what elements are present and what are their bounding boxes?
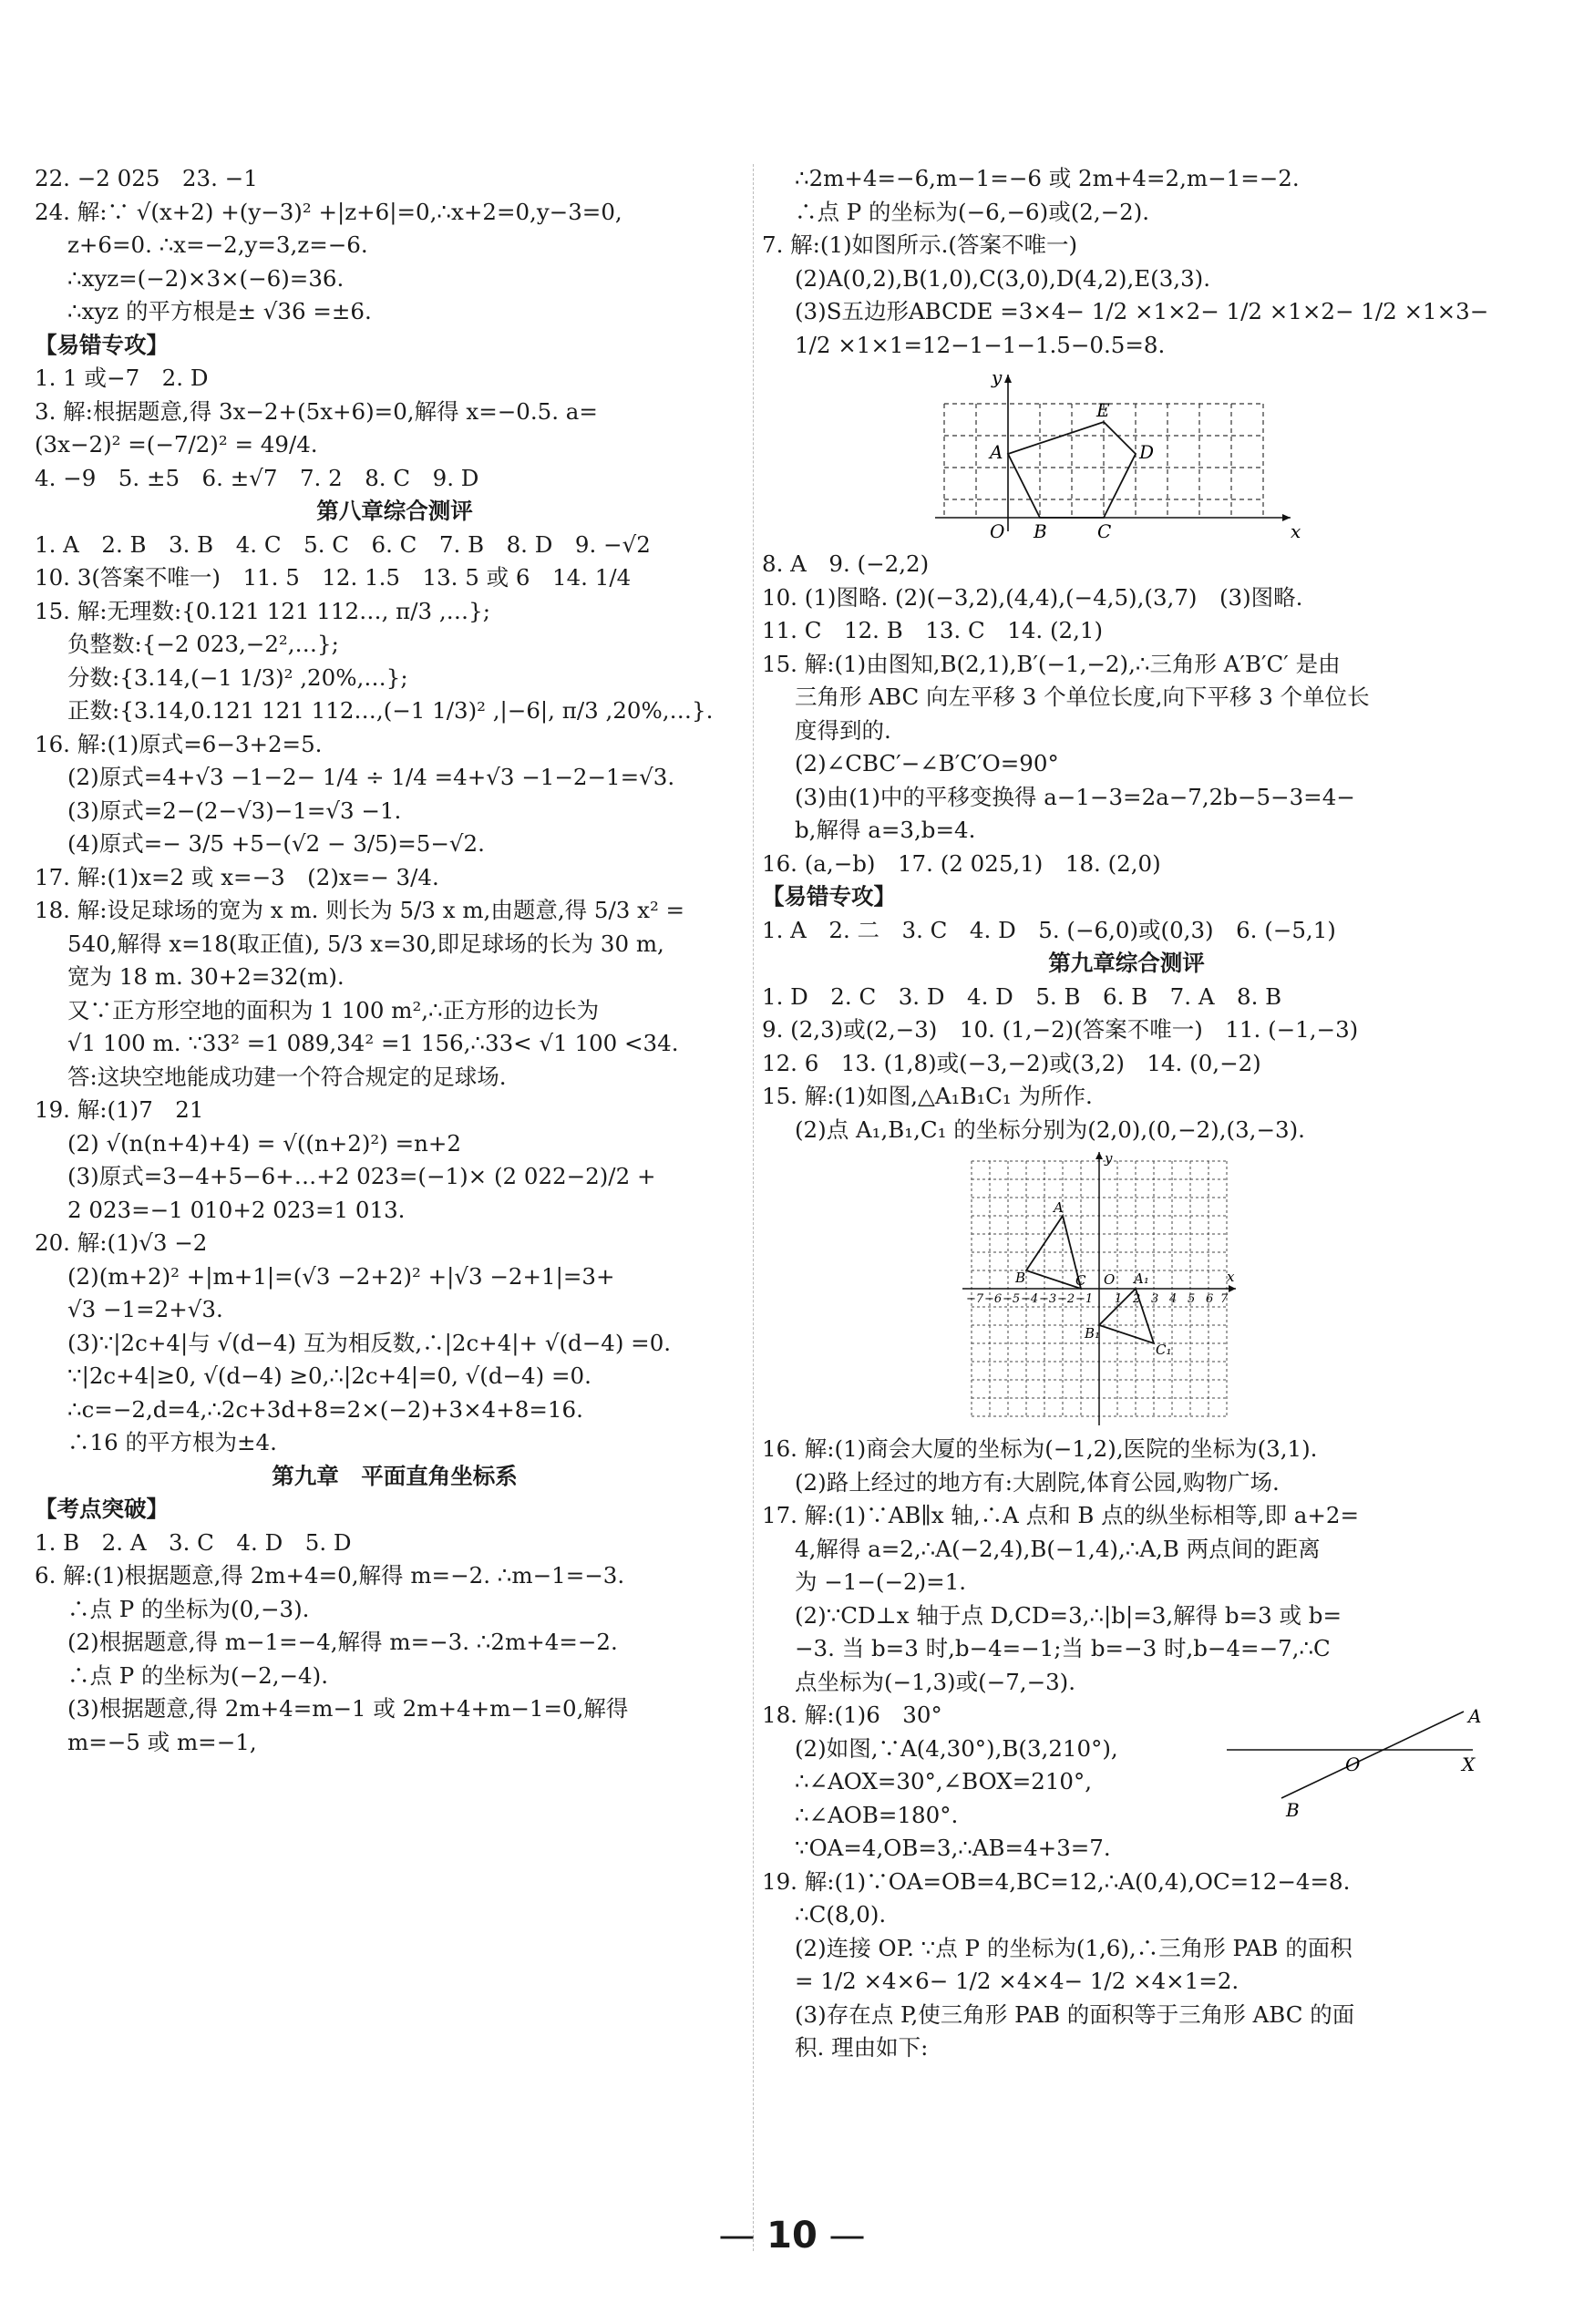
answer-line: 1/2 ×1×1=12−1−1−1.5−0.5=8. <box>795 331 1166 358</box>
answer-line: 10. (1)图略. (2)(−3,2),(4,4),(−4,5),(3,7) (3)图略. <box>762 583 1303 611</box>
q18-text <box>762 1699 1227 1866</box>
answer-line: 度得到的. <box>795 716 891 744</box>
answer-line: (2)点 A₁,B₁,C₁ 的坐标分别为(2,0),(0,−2),(3,−3). <box>795 1116 1305 1143</box>
fig15-tick: −1 <box>1075 1292 1094 1306</box>
answer-line: (2)路上经过的地方有:大剧院,体育公园,购物广场. <box>795 1468 1280 1496</box>
answer-line: 15. 解:(1)如图,△A₁B₁C₁ 为所作. <box>762 1083 1093 1109</box>
answer-line: ∵|2c+4|≥0, √(d−4) ≥0,∴|2c+4|=0, √(d−4) =0. <box>67 1363 591 1389</box>
answer-line: (2)如图,∵A(4,30°),B(3,210°), <box>795 1734 1118 1762</box>
answer-line: (2)∵CD⊥x 轴于点 D,CD=3,∴|b|=3,解得 b=3 或 b= <box>795 1601 1342 1629</box>
answer-line: ∴点 P 的坐标为(0,−3). <box>67 1595 310 1622</box>
fig7-label-a: A <box>990 441 1003 463</box>
fig7-label-c: C <box>1097 520 1112 540</box>
fig15-tick: −4 <box>1021 1292 1039 1306</box>
answer-line: 17. 解:(1)∵AB∥x 轴,∴A 点和 B 点的纵坐标相等,即 a+2= <box>762 1502 1360 1528</box>
answer-line: 22. −2 025 23. −1 <box>35 165 258 191</box>
answer-line: (3)∵|2c+4|与 √(d−4) 互为相反数,∴|2c+4|+ √(d−4) =0. <box>67 1329 672 1356</box>
polar-figure <box>1227 1702 1491 1821</box>
answer-line: 24. 解:∵ √(x+2) +(y−3)² +|z+6|=0,∴x+2=0,y−3=0, <box>35 198 622 225</box>
answer-line: 3. 解:根据题意,得 3x−2+(5x+6)=0,解得 x=−0.5. a= <box>35 397 598 425</box>
fig15-label-c: C <box>1075 1272 1086 1289</box>
answer-line: 7. 解:(1)如图所示.(答案不唯一) <box>762 231 1078 258</box>
answer-line: (3)根据题意,得 2m+4=m−1 或 2m+4+m−1=0,解得 <box>67 1695 629 1722</box>
fig15-label-c1: C₁ <box>1156 1342 1172 1358</box>
fig7-label-x: x <box>1291 520 1301 540</box>
answer-line: 三角形 ABC 向左平移 3 个单位长度,向下平移 3 个单位长 <box>795 684 1370 710</box>
fig15-label-o: O <box>1104 1271 1116 1288</box>
fig15-tick: 5 <box>1188 1292 1196 1306</box>
section-heading: 【易错专攻】 <box>35 331 169 358</box>
answer-line: ∴16 的平方根为±4. <box>67 1429 277 1455</box>
answer-line: 1. 1 或−7 2. D <box>35 365 209 391</box>
fig18-label-b: B <box>1286 1799 1300 1821</box>
fig15-tick: 4 <box>1169 1292 1178 1306</box>
answer-line: (3)原式=3−4+5−6+…+2 023=(−1)× (2 022−2)/2 + <box>67 1163 656 1189</box>
fig15-tick: −5 <box>1003 1292 1021 1306</box>
chapter-heading: 第八章综合测评 <box>316 498 473 524</box>
answer-line: 6. 解:(1)根据题意,得 2m+4=0,解得 m=−2. ∴m−1=−3. <box>35 1562 625 1589</box>
answer-line: (2)根据题意,得 m−1=−4,解得 m=−3. ∴2m+4=−2. <box>67 1629 618 1655</box>
fig7-label-e: E <box>1096 399 1110 421</box>
fig15-label-a: A <box>1054 1199 1064 1216</box>
fig15-tick: −7 <box>966 1292 984 1306</box>
fig15-label-x: x <box>1227 1269 1235 1285</box>
answer-line: (2)∠CBC′−∠B′C′O=90° <box>795 750 1059 776</box>
answer-line: (2)(m+2)² +|m+1|=(√3 −2+2)² +|√3 −2+1|=3+ <box>67 1262 615 1290</box>
answer-line: (3x−2)² =(−7/2)² = 49/4. <box>35 431 318 458</box>
answer-line: 16. 解:(1)原式=6−3+2=5. <box>35 730 323 757</box>
fig15-tick: −3 <box>1039 1292 1057 1306</box>
right-column <box>762 162 1491 2065</box>
answer-line: ∴∠AOB=180°. <box>795 1801 959 1828</box>
fig15-label-y: y <box>1105 1152 1113 1167</box>
answer-line: (4)原式=− 3/5 +5−(√2 − 3/5)=5−√2. <box>67 830 485 857</box>
answer-line: 4. −9 5. ±5 6. ±√7 7. 2 8. C 9. D <box>35 464 479 491</box>
answer-line: 1. A 2. B 3. B 4. C 5. C 6. C 7. B 8. D 9. −√2 <box>35 530 651 558</box>
answer-line: 18. 解:(1)6 30° <box>762 1702 942 1728</box>
answer-line: −3. 当 b=3 时,b−4=−1;当 b=−3 时,b−4=−7,∴C <box>795 1635 1331 1661</box>
fig15-tick: 1 <box>1115 1292 1123 1306</box>
triangle-grid-figure <box>962 1152 1236 1425</box>
fig15-tick: 6 <box>1206 1292 1214 1306</box>
answer-line: (3)原式=2−(2−√3)−1=√3 −1. <box>67 797 402 824</box>
answer-line: 正数:{3.14,0.121 121 112…,(−1 1/3)² ,|−6|, π/3 ,20%,…}. <box>67 697 714 724</box>
pentagon-figure <box>926 367 1309 540</box>
answer-line: (3)由(1)中的平移变换得 a−1−3=2a−7,2b−5−3=4− <box>795 783 1355 810</box>
answer-line: √3 −1=2+√3. <box>67 1296 223 1322</box>
answer-line: 20. 解:(1)√3 −2 <box>35 1229 208 1256</box>
answer-line: 积. 理由如下: <box>795 2034 929 2061</box>
answer-line: 又∵正方形空地的面积为 1 100 m²,∴正方形的边长为 <box>67 996 600 1023</box>
answer-line: 负整数:{−2 023,−2²,…}; <box>67 631 339 657</box>
answer-line: 12. 6 13. (1,8)或(−3,−2)或(3,2) 14. (0,−2) <box>762 1049 1261 1076</box>
answer-line: √1 100 m. ∵33² =1 089,34² =1 156,∴33< √1 100 <34. <box>67 1030 679 1056</box>
answer-line: (2)A(0,2),B(1,0),C(3,0),D(4,2),E(3,3). <box>795 264 1211 292</box>
chapter-heading: 第九章综合测评 <box>1048 950 1205 976</box>
answer-line: 17. 解:(1)x=2 或 x=−3 (2)x=− 3/4. <box>35 863 439 890</box>
answer-line: ∴xyz=(−2)×3×(−6)=36. <box>67 264 345 292</box>
answer-line: ∴点 P 的坐标为(−2,−4). <box>67 1661 328 1689</box>
answer-line: ∴∠AOX=30°,∠BOX=210°, <box>795 1768 1093 1794</box>
answer-line: (2) √(n(n+4)+4) = √((n+2)²) =n+2 <box>67 1129 462 1157</box>
answer-line: (3)S五边形ABCDE =3×4− 1/2 ×1×2− 1/2 ×1×2− 1/2 ×1×3− <box>795 298 1489 324</box>
fig15-label-b1: B₁ <box>1085 1325 1101 1342</box>
page-number-value: 10 <box>766 2215 818 2257</box>
answer-line: 4,解得 a=2,∴A(−2,4),B(−1,4),∴A,B 两点间的距离 <box>795 1535 1321 1562</box>
left-column <box>35 162 755 1759</box>
fig18-label-x: X <box>1462 1753 1476 1775</box>
answer-line: 1. D 2. C 3. D 4. D 5. B 6. B 7. A 8. B <box>762 982 1282 1010</box>
answer-line: 8. A 9. (−2,2) <box>762 550 930 577</box>
fig7-label-d: D <box>1139 441 1155 463</box>
answer-line: = 1/2 ×4×6− 1/2 ×4×4− 1/2 ×4×1=2. <box>795 1968 1239 1994</box>
answer-line: m=−5 或 m=−1, <box>67 1728 257 1755</box>
fig7-label-b: B <box>1034 520 1047 540</box>
answer-line: ∴xyz 的平方根是± √36 =±6. <box>67 298 372 324</box>
section-heading: 【易错专攻】 <box>762 883 896 910</box>
answer-line: 2 023=−1 010+2 023=1 013. <box>67 1196 406 1223</box>
answer-line: 16. (a,−b) 17. (2 025,1) 18. (2,0) <box>762 849 1161 877</box>
fig15-tick: −6 <box>984 1292 1003 1306</box>
fig15-tick: 3 <box>1151 1292 1159 1306</box>
q18-block <box>762 1699 1491 1866</box>
fig18-label-a: A <box>1468 1705 1482 1727</box>
answer-line: 19. 解:(1)7 21 <box>35 1096 204 1123</box>
chapter-heading: 第九章 平面直角坐标系 <box>272 1462 518 1489</box>
fig15-tick: 2 <box>1133 1292 1141 1306</box>
fig15-label-a1: A₁ <box>1134 1270 1149 1287</box>
answer-line: 16. 解:(1)商会大厦的坐标为(−1,2),医院的坐标为(3,1). <box>762 1435 1318 1462</box>
answer-line: z+6=0. ∴x=−2,y=3,z=−6. <box>67 231 368 258</box>
answer-line: 540,解得 x=18(取正值), 5/3 x=30,即足球场的长为 30 m, <box>67 930 664 957</box>
page-number: — 10 — <box>718 2215 866 2257</box>
fig7-label-y: y <box>992 367 1003 388</box>
fig15-tick: −2 <box>1057 1292 1075 1306</box>
answer-line: (3)存在点 P,使三角形 PAB 的面积等于三角形 ABC 的面 <box>795 2000 1355 2028</box>
answer-line: 分数:{3.14,(−1 1/3)² ,20%,…}; <box>67 663 408 691</box>
answer-line: 19. 解:(1)∵OA=OB=4,BC=12,∴A(0,4),OC=12−4=8. <box>762 1867 1351 1895</box>
answer-line: 15. 解:无理数:{0.121 121 112…, π/3 ,…}; <box>35 597 491 624</box>
answer-line: 15. 解:(1)由图知,B(2,1),B′(−1,−2),∴三角形 A′B′C′ 是由 <box>762 650 1341 677</box>
answer-line: 9. (2,3)或(2,−3) 10. (1,−2)(答案不唯一) 11. (−1,−3) <box>762 1016 1359 1043</box>
answer-line: 1. B 2. A 3. C 4. D 5. D <box>35 1528 352 1556</box>
answer-line: ∵OA=4,OB=3,∴AB=4+3=7. <box>795 1835 1111 1861</box>
fig7-label-o: O <box>990 520 1005 540</box>
answer-line: ∴c=−2,d=4,∴2c+3d+8=2×(−2)+3×4+8=16. <box>67 1395 583 1423</box>
answer-line: ∴点 P 的坐标为(−6,−6)或(2,−2). <box>795 198 1150 225</box>
answer-line: ∴C(8,0). <box>795 1901 887 1928</box>
section-heading: 【考点突破】 <box>35 1496 169 1522</box>
answer-line: b,解得 a=3,b=4. <box>795 817 976 843</box>
answer-line: ∴2m+4=−6,m−1=−6 或 2m+4=2,m−1=−2. <box>795 165 1300 191</box>
answer-line: (2)原式=4+√3 −1−2− 1/4 ÷ 1/4 =4+√3 −1−2−1=√3. <box>67 764 675 790</box>
answer-line: 为 −1−(−2)=1. <box>795 1568 967 1595</box>
answer-line: 18. 解:设足球场的宽为 x m. 则长为 5/3 x m,由题意,得 5/3 x² = <box>35 897 685 923</box>
answer-line: 10. 3(答案不唯一) 11. 5 12. 1.5 13. 5 或 6 14. 1/4 <box>35 564 632 591</box>
answer-line: 11. C 12. B 13. C 14. (2,1) <box>762 617 1104 643</box>
answer-line: (2)连接 OP. ∵点 P 的坐标为(1,6),∴三角形 PAB 的面积 <box>795 1934 1353 1961</box>
fig18-label-o: O <box>1345 1753 1361 1775</box>
answer-line: 答:这块空地能成功建一个符合规定的足球场. <box>67 1063 507 1090</box>
fig15-tick: 7 <box>1220 1292 1229 1306</box>
answer-line: 点坐标为(−1,3)或(−7,−3). <box>795 1668 1076 1695</box>
answer-line: 宽为 18 m. 30+2=32(m). <box>67 963 345 990</box>
fig15-label-b: B <box>1015 1270 1026 1286</box>
answer-line: 1. A 2. 二 3. C 4. D 5. (−6,0)或(0,3) 6. (−5,1) <box>762 916 1336 943</box>
